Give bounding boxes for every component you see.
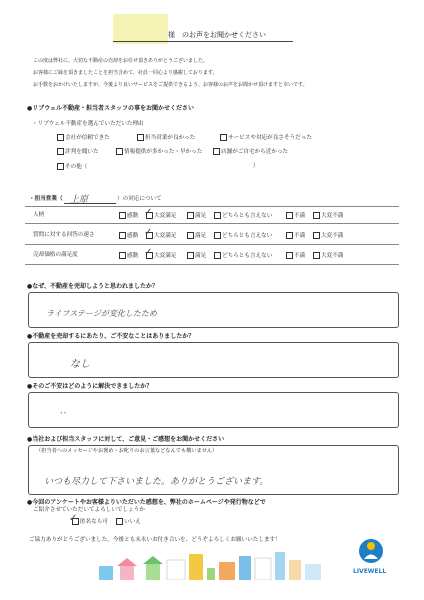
rating-option[interactable]: 感動 bbox=[119, 232, 138, 240]
rating-label: 売却価格の満足度 bbox=[33, 252, 78, 258]
rating-option[interactable]: 満足 bbox=[187, 212, 206, 220]
checkbox[interactable] bbox=[116, 148, 123, 155]
q4-title: ●そのご不安はどのように解決できましたか？ bbox=[27, 383, 153, 390]
checkbox[interactable] bbox=[187, 252, 194, 259]
rating-option[interactable]: 大変満足 bbox=[146, 232, 176, 240]
q6-title-2: ご紹介させていただいてよろしいでしょうか bbox=[33, 507, 145, 513]
checkbox[interactable] bbox=[57, 134, 64, 141]
rating-option[interactable]: どちらとも言えない bbox=[214, 232, 272, 240]
check-mark: ✓ bbox=[144, 207, 153, 218]
reason-other[interactable]: その他（ bbox=[57, 163, 87, 171]
q6-option-no[interactable]: いいえ bbox=[116, 518, 141, 526]
rating-label: 質問に対する回答の速さ bbox=[33, 232, 95, 238]
q4-answer-box[interactable] bbox=[28, 392, 399, 428]
building-icon bbox=[289, 560, 301, 580]
checkbox[interactable] bbox=[119, 252, 126, 259]
reason-option[interactable]: 情報提供が多かった・早かった bbox=[116, 148, 202, 156]
logo-text: LIVEWELL bbox=[353, 568, 387, 575]
building-icon bbox=[239, 556, 251, 580]
q6-title: ●今回のアンケートやお客様よりいただいた感想を、弊社のホームページや発行物などで bbox=[27, 499, 266, 506]
q4-answer: 、、 bbox=[60, 407, 71, 415]
rating-option[interactable]: 不満 bbox=[286, 252, 305, 260]
divider bbox=[25, 206, 399, 207]
reason-option[interactable]: 店舗がご自宅から近かった bbox=[213, 148, 288, 156]
section1-title: ●リブウェル不動産・担当者スタッフの事をお聞かせください bbox=[27, 105, 194, 112]
reason-option[interactable]: サービスや対応が良さそうだった bbox=[220, 134, 312, 142]
divider bbox=[25, 244, 399, 245]
q5-hint: （担当者へのメッセージやお褒め・お叱りのお言葉などなんでも構いません） bbox=[36, 448, 218, 454]
check-mark: ✓ bbox=[144, 247, 153, 258]
rating-option[interactable]: 大変不満 bbox=[313, 212, 343, 220]
checkbox[interactable] bbox=[213, 148, 220, 155]
q3-answer: なし bbox=[70, 359, 90, 370]
house-icon bbox=[146, 564, 160, 580]
checkbox[interactable] bbox=[313, 252, 320, 259]
staff-name: 上原 bbox=[70, 195, 89, 205]
check-mark: ✓ bbox=[144, 227, 153, 238]
checkbox[interactable] bbox=[214, 232, 221, 239]
rating-option[interactable]: 大変不満 bbox=[313, 252, 343, 260]
checkbox[interactable] bbox=[313, 232, 320, 239]
footer-thanks: ご協力ありがとうございました。今後とも末永いお付き合いを、どうぞよろしくお願いいたします！ bbox=[29, 537, 281, 543]
name-highlight bbox=[113, 14, 168, 44]
checkbox[interactable] bbox=[214, 252, 221, 259]
rating-option[interactable]: 感動 bbox=[119, 212, 138, 220]
reason-option[interactable]: 会社が信頼できた bbox=[57, 134, 110, 142]
reason-option[interactable]: 担当営業が良かった bbox=[137, 134, 195, 142]
building-icon bbox=[167, 560, 185, 580]
rating-option[interactable]: 感動 bbox=[119, 252, 138, 260]
q2-title: ●なぜ、不動産を売却しようと思われましたか？ bbox=[27, 283, 159, 290]
divider bbox=[25, 223, 399, 224]
checkbox[interactable] bbox=[187, 212, 194, 219]
building-icon bbox=[99, 566, 113, 580]
q3-title: ●不動産を売却するにあたり、ご不安なことはありましたか？ bbox=[27, 333, 195, 340]
building-icon bbox=[189, 554, 203, 580]
livewell-logo-icon bbox=[358, 538, 384, 564]
title-underline bbox=[113, 41, 293, 42]
staff-question-prefix: ・担当営業（ bbox=[29, 196, 63, 202]
rating-option[interactable]: 大変満足 bbox=[146, 212, 176, 220]
page-title: 様 のお声をお聞かせください bbox=[168, 31, 266, 39]
rating-option[interactable]: どちらとも言えない bbox=[214, 252, 272, 260]
reason-other-close: ） bbox=[253, 163, 259, 169]
checkbox[interactable] bbox=[116, 518, 123, 525]
rating-option[interactable]: 満足 bbox=[187, 232, 206, 240]
checkbox[interactable] bbox=[220, 134, 227, 141]
q5-title: ●当社および担当スタッフに対して、ご意見・ご感想をお聞かせください bbox=[27, 436, 225, 443]
rating-label: 人柄 bbox=[33, 212, 45, 218]
house-icon bbox=[143, 556, 163, 564]
reason-question: ・リブウェル不動産を選んでいただいた理由 bbox=[32, 121, 144, 127]
intro-line-3: お手数をおかけいたしますが、今後より良いサービスをご提供できるよう、お客様のお声をお聞かせ頂けますと幸いです。 bbox=[33, 82, 308, 88]
town-illustration bbox=[95, 552, 325, 580]
q6-option-anonymous[interactable]: 匿名なら可 bbox=[72, 518, 108, 526]
checkbox[interactable] bbox=[286, 212, 293, 219]
rating-option[interactable]: 大変満足 bbox=[146, 252, 176, 260]
house-icon bbox=[117, 558, 137, 566]
intro-line-2: お客様にご縁を頂きましたことを担当含めて、社員一同心より感謝しております。 bbox=[33, 70, 218, 76]
checkbox[interactable] bbox=[137, 134, 144, 141]
staff-name-line bbox=[64, 203, 116, 204]
staff-question-suffix: ）の対応について bbox=[117, 196, 162, 202]
checkbox[interactable] bbox=[187, 232, 194, 239]
checkbox[interactable] bbox=[286, 252, 293, 259]
checkbox[interactable] bbox=[214, 212, 221, 219]
q2-answer: ライフステージが変化したため bbox=[46, 309, 157, 318]
building-icon bbox=[219, 562, 235, 580]
checkbox[interactable] bbox=[57, 148, 64, 155]
check-mark: ✓ bbox=[69, 513, 78, 524]
checkbox[interactable] bbox=[57, 163, 64, 170]
intro-line-1: この度は弊社に、大切な不動産の売却をお任せ頂きありがとうございました。 bbox=[33, 58, 209, 64]
building-icon bbox=[275, 552, 285, 580]
rating-option[interactable]: 大変不満 bbox=[313, 232, 343, 240]
checkbox[interactable] bbox=[313, 212, 320, 219]
rating-option[interactable]: 不満 bbox=[286, 212, 305, 220]
tree-icon bbox=[207, 568, 215, 580]
checkbox[interactable] bbox=[119, 232, 126, 239]
house-icon bbox=[120, 566, 134, 580]
checkbox[interactable] bbox=[119, 212, 126, 219]
rating-option[interactable]: どちらとも言えない bbox=[214, 212, 272, 220]
rating-option[interactable]: 不満 bbox=[286, 232, 305, 240]
q5-answer: いつも尽力して下さいました。ありがとうございます。 bbox=[44, 477, 269, 487]
checkbox[interactable] bbox=[286, 232, 293, 239]
building-icon bbox=[255, 558, 271, 580]
building-icon bbox=[305, 564, 321, 580]
rating-option[interactable]: 満足 bbox=[187, 252, 206, 260]
reason-option[interactable]: 評判を聞いた bbox=[57, 148, 99, 156]
divider bbox=[25, 264, 399, 265]
